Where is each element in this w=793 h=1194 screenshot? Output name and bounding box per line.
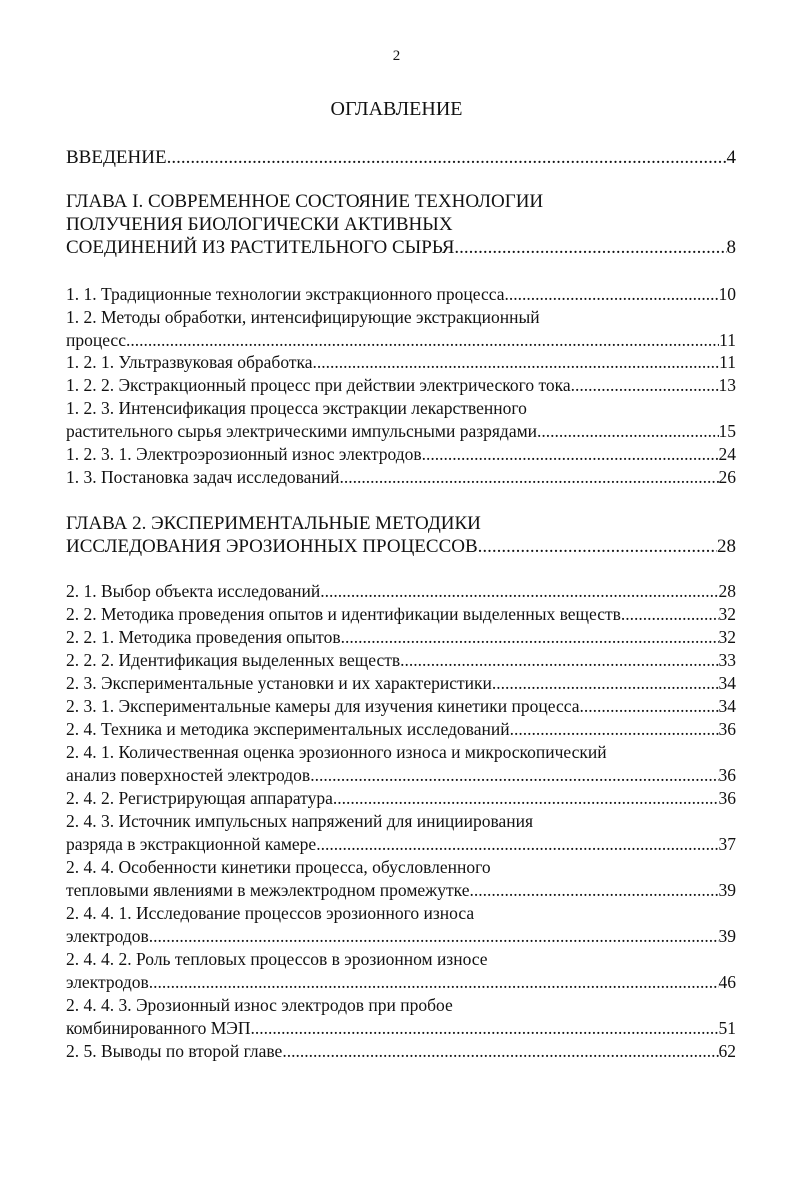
toc-entry: комбинированного МЭП ..... 51 bbox=[66, 1017, 736, 1039]
toc-entry: 2. 2. Методика проведения опытов и идентификации выделенных веществ ..... 32 bbox=[66, 603, 736, 625]
toc-entry: анализ поверхностей электродов ..... 36 bbox=[66, 764, 736, 786]
toc-entry: 1. 2. 2. Экстракционный процесс при действии электрического тока ..... 13 bbox=[66, 374, 736, 396]
toc-entry: растительного сырья электрическими импульсными разрядами ..... 15 bbox=[66, 420, 736, 442]
chapter-1-heading-line-2: ПОЛУЧЕНИЯ БИОЛОГИЧЕСКИ АКТИВНЫХ bbox=[66, 214, 453, 235]
toc-entry: 1. 1. Традиционные технологии экстракционного процесса ..... 10 bbox=[66, 283, 736, 305]
toc-entry: 2. 2. 1. Методика проведения опытов ..... 32 bbox=[66, 626, 736, 648]
toc-entry: 2. 3. 1. Экспериментальные камеры для изучения кинетики процесса ..... 34 bbox=[66, 695, 736, 717]
toc-entry: 2. 3. Экспериментальные установки и их характеристики ..... 34 bbox=[66, 672, 736, 694]
toc-entry: 2. 4. 2. Регистрирующая аппаратура ..... 36 bbox=[66, 787, 736, 809]
toc-title: ОГЛАВЛЕНИЕ bbox=[330, 98, 463, 120]
chapter-2-heading-line-1: ГЛАВА 2. ЭКСПЕРИМЕНТАЛЬНЫЕ МЕТОДИКИ bbox=[66, 513, 481, 534]
toc-entry-introduction: ВВЕДЕНИЕ ..... 4 bbox=[66, 146, 736, 170]
toc-entry: 1. 3. Постановка задач исследований ..... 26 bbox=[66, 466, 736, 488]
toc-entry-line: 2. 4. 4. 2. Роль тепловых процессов в эрозионном износе bbox=[66, 949, 488, 969]
toc-entry: 1. 2. 1. Ультразвуковая обработка ..... 11 bbox=[66, 351, 736, 373]
chapter-1-heading-line-3: СОЕДИНЕНИЙ ИЗ РАСТИТЕЛЬНОГО СЫРЬЯ ..... 8 bbox=[66, 236, 736, 260]
toc-entry: 2. 2. 2. Идентификация выделенных веществ ..... 33 bbox=[66, 649, 736, 671]
toc-entry-line: 2. 4. 4. 1. Исследование процессов эрозионного износа bbox=[66, 903, 475, 923]
toc-entry: 2. 5. Выводы по второй главе ..... 62 bbox=[66, 1040, 736, 1062]
toc-entry-line: 2. 4. 3. Источник импульсных напряжений для инициирования bbox=[66, 811, 534, 831]
toc-entry: электродов ..... 46 bbox=[66, 971, 736, 993]
chapter-1-heading-line-1: ГЛАВА I. СОВРЕМЕННОЕ СОСТОЯНИЕ ТЕХНОЛОГИИ bbox=[66, 191, 544, 212]
toc-entry-line: 2. 4. 1. Количественная оценка эрозионного износа и микроскопический bbox=[66, 742, 607, 762]
toc-entry-line: 1. 2. 3. Интенсификация процесса экстракции лекарственного bbox=[66, 398, 527, 418]
toc-entry: 1. 2. 3. 1. Электроэрозионный износ электродов ..... 24 bbox=[66, 443, 736, 465]
chapter-2-heading-line-2: ИССЛЕДОВАНИЯ ЭРОЗИОННЫХ ПРОЦЕССОВ ..... 28 bbox=[66, 535, 736, 559]
toc-entry: тепловыми явлениями в межэлектродном промежутке ..... 39 bbox=[66, 879, 736, 901]
toc-entry: электродов ..... 39 bbox=[66, 925, 736, 947]
toc-entry: 2. 1. Выбор объекта исследований ..... 28 bbox=[66, 580, 736, 602]
toc-entry: процесс ..... 11 bbox=[66, 329, 736, 351]
toc-entry: 2. 4. Техника и методика экспериментальных исследований ..... 36 bbox=[66, 718, 736, 740]
toc-entry-line: 2. 4. 4. Особенности кинетики процесса, обусловленного bbox=[66, 857, 491, 877]
page-number: 2 bbox=[392, 48, 401, 64]
toc-entry-line: 2. 4. 4. 3. Эрозионный износ электродов при пробое bbox=[66, 995, 453, 1015]
toc-entry: разряда в экстракционной камере ..... 37 bbox=[66, 833, 736, 855]
toc-entry-line: 1. 2. Методы обработки, интенсифицирующие экстракционный bbox=[66, 307, 540, 327]
